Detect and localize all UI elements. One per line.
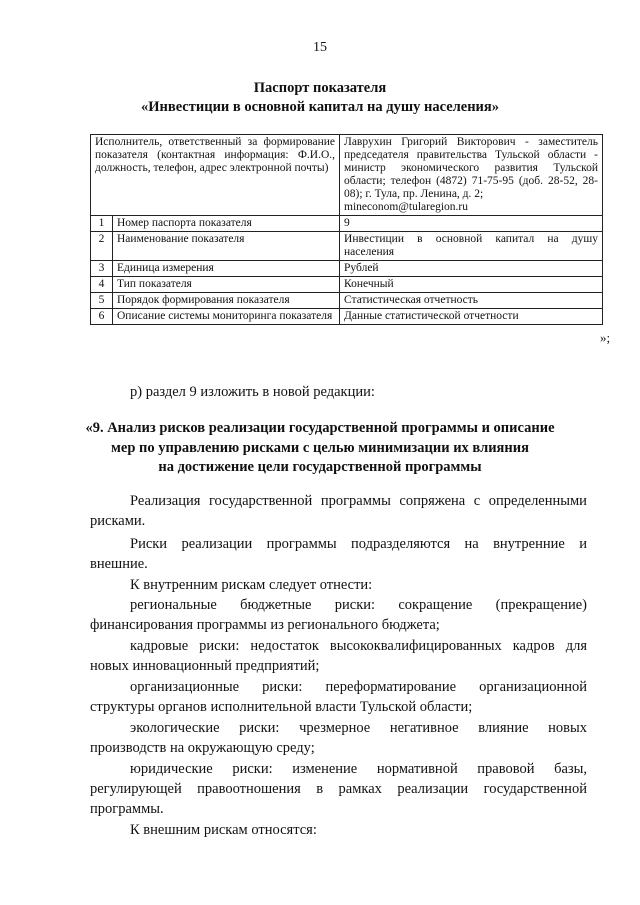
section-heading-line1: «9. Анализ рисков реализации государственной программы и описание bbox=[85, 420, 555, 436]
word: нормативной bbox=[376, 761, 458, 777]
paragraph-line: структуры органов исполнительной власти Тульской области; bbox=[90, 699, 473, 715]
paragraph-line: К внешним рискам относятся: bbox=[130, 822, 317, 838]
table-row bbox=[91, 261, 603, 277]
word: высококвалифицированных bbox=[329, 638, 502, 654]
word: программы bbox=[266, 536, 337, 552]
word: правовой bbox=[477, 761, 535, 777]
word: для bbox=[565, 638, 587, 654]
word: риски: bbox=[232, 761, 273, 777]
word: с bbox=[473, 493, 481, 509]
passport-title-line1: Паспорт показателя bbox=[253, 80, 387, 96]
word: организационные bbox=[130, 679, 240, 695]
word: государственной bbox=[208, 493, 313, 509]
executor-label: Исполнитель, ответственный за формирование показателя (контактная информация: Ф.И.О., должность, телефон, адрес электронной почты) bbox=[91, 135, 340, 216]
word: кадровые bbox=[130, 638, 189, 654]
paragraph-line bbox=[130, 720, 587, 737]
row-value: Рублей bbox=[340, 261, 603, 277]
executor-text: Лаврухин Григорий Викторович - заместитель председателя правительства Тульской области - министр экономического развития Тульской области; телефон (4872) 71-75-95 (доб. 28-52, 28-08); г. Тула, пр. Ленина, д. 2; bbox=[344, 136, 599, 200]
executor-email: mineconom@tularegion.ru bbox=[344, 201, 468, 213]
row-number: 3 bbox=[91, 261, 113, 277]
paragraph-line: К внутренним рискам следует отнести: bbox=[130, 577, 373, 593]
word: правоотношения bbox=[197, 781, 301, 797]
word: изменение bbox=[292, 761, 358, 777]
word: Риски bbox=[130, 536, 168, 552]
word: юридические bbox=[130, 761, 213, 777]
executor-row bbox=[91, 135, 603, 216]
row-label: Номер паспорта показателя bbox=[113, 216, 340, 232]
row-number: 2 bbox=[91, 232, 113, 261]
row-value: Данные статистической отчетности bbox=[340, 309, 603, 325]
word: региональные bbox=[130, 597, 217, 613]
table-row bbox=[91, 277, 603, 293]
word: влияние bbox=[478, 720, 529, 736]
paragraph-line bbox=[130, 597, 587, 614]
word: кадров bbox=[512, 638, 555, 654]
word: регулирующей bbox=[90, 781, 182, 797]
page-number: 15 bbox=[313, 40, 327, 55]
paragraph-line: внешние. bbox=[90, 556, 148, 572]
table-row bbox=[91, 216, 603, 232]
paragraph-line: финансирования программы из регионального бюджета; bbox=[90, 617, 440, 633]
word: реализации bbox=[181, 536, 253, 552]
word: организационной bbox=[479, 679, 587, 695]
paragraph-line bbox=[130, 679, 587, 696]
word: риски: bbox=[199, 638, 240, 654]
word: рамках bbox=[338, 781, 382, 797]
word: риски: bbox=[239, 720, 280, 736]
word: на bbox=[464, 536, 479, 552]
paragraph-line bbox=[90, 781, 587, 798]
paragraph-line bbox=[130, 761, 587, 778]
row-number: 5 bbox=[91, 293, 113, 309]
executor-value bbox=[340, 135, 603, 216]
section-heading-line3: на достижение цели государственной программы bbox=[158, 459, 482, 475]
paragraph-line: программы. bbox=[90, 801, 164, 817]
passport-table bbox=[90, 134, 603, 325]
row-value: Инвестиции в основной капитал на душу населения bbox=[340, 232, 603, 261]
table-row bbox=[91, 293, 603, 309]
word: государственной bbox=[483, 781, 587, 797]
word: определенными bbox=[488, 493, 587, 509]
word: сокращение bbox=[398, 597, 473, 613]
word: риски: bbox=[262, 679, 303, 695]
word: реализации bbox=[397, 781, 469, 797]
row-label: Наименование показателя bbox=[113, 232, 340, 261]
word: риски: bbox=[334, 597, 376, 613]
word: недостаток bbox=[250, 638, 319, 654]
paragraph-line bbox=[130, 493, 587, 510]
table-row bbox=[91, 309, 603, 325]
word: негативное bbox=[389, 720, 459, 736]
word: внутренние bbox=[493, 536, 565, 552]
row-number: 4 bbox=[91, 277, 113, 293]
word: чрезмерное bbox=[299, 720, 371, 736]
word: и bbox=[579, 536, 587, 552]
row-value: Статистическая отчетность bbox=[340, 293, 603, 309]
closing-quote: »; bbox=[600, 330, 611, 345]
paragraph-line: производств на окружающую среду; bbox=[90, 740, 315, 756]
word: в bbox=[316, 781, 324, 797]
word: базы, bbox=[554, 761, 587, 777]
word: программы bbox=[320, 493, 391, 509]
word: новых bbox=[548, 720, 587, 736]
row-label: Описание системы мониторинга показателя bbox=[113, 309, 340, 325]
paragraph-line bbox=[130, 536, 587, 553]
paragraph-line: рисками. bbox=[90, 513, 146, 529]
row-label: Тип показателя bbox=[113, 277, 340, 293]
row-label: Единица измерения bbox=[113, 261, 340, 277]
table-row bbox=[91, 232, 603, 261]
word: Реализация bbox=[130, 493, 201, 509]
paragraph-line bbox=[130, 638, 587, 655]
word: подразделяются bbox=[351, 536, 451, 552]
passport-title-line2: «Инвестиции в основной капитал на душу населения» bbox=[140, 99, 500, 115]
word: сопряжена bbox=[399, 493, 466, 509]
word: (прекращение) bbox=[495, 597, 587, 613]
row-number: 1 bbox=[91, 216, 113, 232]
word: бюджетные bbox=[240, 597, 312, 613]
paragraph-line: новых инновационный предприятий; bbox=[90, 658, 320, 674]
word: экологические bbox=[130, 720, 220, 736]
passport-title bbox=[0, 79, 640, 117]
instruction-line: р) раздел 9 изложить в новой редакции: bbox=[130, 384, 375, 400]
word: переформатирование bbox=[325, 679, 457, 695]
row-value: Конечный bbox=[340, 277, 603, 293]
row-label: Порядок формирования показателя bbox=[113, 293, 340, 309]
row-number: 6 bbox=[91, 309, 113, 325]
section-heading-line2: мер по управлению рисками с целью минимизации их влияния bbox=[111, 440, 529, 456]
row-value: 9 bbox=[340, 216, 603, 232]
